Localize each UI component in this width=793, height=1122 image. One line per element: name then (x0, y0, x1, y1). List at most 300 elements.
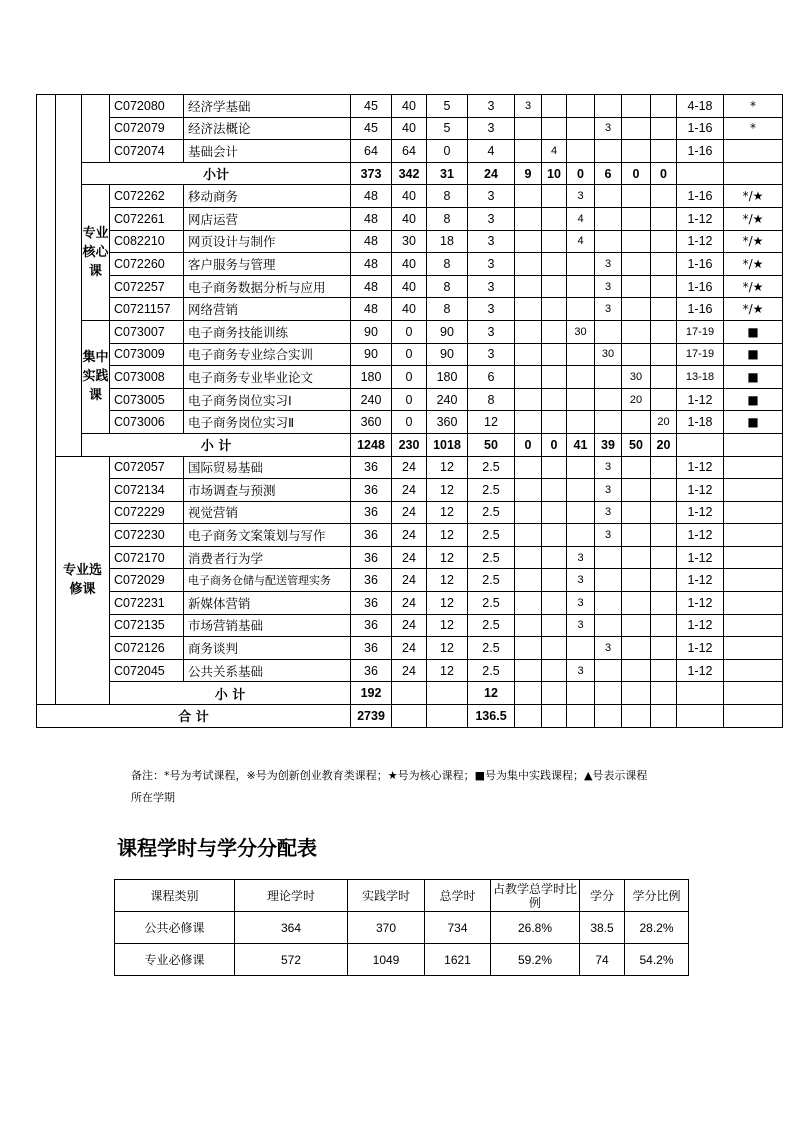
semester-hours: 3 (567, 185, 595, 208)
semester-hours (542, 185, 567, 208)
practice-hours: 8 (427, 275, 468, 298)
semester-hours (622, 659, 651, 682)
semester-hours (595, 366, 622, 389)
subtotal-theory (392, 705, 427, 728)
credits: 3 (468, 275, 515, 298)
semester-hours (542, 388, 567, 411)
subtotal-semester: 20 (651, 433, 677, 456)
course-mark (724, 569, 783, 592)
practice-hours: 12 (427, 592, 468, 615)
subtotal-semester: 10 (542, 162, 567, 185)
semester-hours: 3 (567, 592, 595, 615)
semester-hours (542, 659, 567, 682)
semester-hours (595, 569, 622, 592)
teaching-weeks: 1-18 (677, 411, 724, 434)
course-mark (724, 637, 783, 660)
semester-hours (542, 524, 567, 547)
subtotal-mark (724, 162, 783, 185)
subtotal-label: 小 计 (82, 433, 351, 456)
table-row (37, 298, 783, 321)
total-hours: 36 (351, 546, 392, 569)
course-mark: ■ (724, 388, 783, 411)
table-row (37, 207, 783, 230)
subtotal-semester (542, 682, 567, 705)
credits: 8 (468, 388, 515, 411)
course-name: 网络营销 (184, 298, 351, 321)
semester-hours (651, 637, 677, 660)
practice-hours: 5 (427, 95, 468, 118)
semester-hours: 3 (567, 546, 595, 569)
credits: 3 (468, 343, 515, 366)
semester-hours (542, 569, 567, 592)
course-code: C0721157 (110, 298, 184, 321)
practice-hours: 240 (427, 388, 468, 411)
subtotal-semester (651, 682, 677, 705)
header-theory-hours: 理论学时 (235, 880, 348, 912)
subtotal-semester: 0 (515, 433, 542, 456)
semester-hours: 3 (595, 298, 622, 321)
course-mark: ■ (724, 320, 783, 343)
semester-hours (595, 411, 622, 434)
semester-hours: 3 (595, 253, 622, 276)
alloc-credit-ratio: 54.2% (625, 944, 689, 976)
table-row (37, 659, 783, 682)
semester-hours (515, 185, 542, 208)
allocation-row (115, 912, 689, 944)
subtotal-theory: 230 (392, 433, 427, 456)
alloc-practice: 1049 (348, 944, 425, 976)
semester-hours (651, 569, 677, 592)
semester-hours (622, 614, 651, 637)
semester-hours (542, 298, 567, 321)
semester-hours (515, 320, 542, 343)
course-mark: */★ (724, 275, 783, 298)
semester-hours (515, 546, 542, 569)
course-name: 视觉营销 (184, 501, 351, 524)
semester-hours (622, 275, 651, 298)
semester-hours (567, 456, 595, 479)
semester-hours (567, 140, 595, 163)
credits: 3 (468, 185, 515, 208)
semester-hours (651, 343, 677, 366)
subtotal-weeks (677, 433, 724, 456)
semester-hours (567, 366, 595, 389)
theory-hours: 40 (392, 207, 427, 230)
course-mark: */★ (724, 298, 783, 321)
alloc-credits: 38.5 (580, 912, 625, 944)
major-category-cell (56, 95, 82, 457)
semester-hours (515, 479, 542, 502)
semester-hours (651, 185, 677, 208)
credits: 2.5 (468, 524, 515, 547)
semester-hours (515, 637, 542, 660)
course-code: C072231 (110, 592, 184, 615)
subtotal-semester (595, 705, 622, 728)
theory-hours: 24 (392, 456, 427, 479)
alloc-total: 1621 (425, 944, 491, 976)
semester-hours (542, 501, 567, 524)
semester-hours (622, 637, 651, 660)
course-mark (724, 659, 783, 682)
credits: 2.5 (468, 501, 515, 524)
course-code: C072170 (110, 546, 184, 569)
theory-hours: 24 (392, 614, 427, 637)
table-row (37, 320, 783, 343)
credits: 3 (468, 253, 515, 276)
semester-hours (567, 117, 595, 140)
semester-hours: 3 (567, 614, 595, 637)
semester-hours (567, 388, 595, 411)
category-core: 专业核心课 (82, 185, 110, 321)
credits: 3 (468, 117, 515, 140)
subtotal-theory (392, 682, 427, 705)
subtotal-hours: 1248 (351, 433, 392, 456)
total-hours: 36 (351, 524, 392, 547)
course-code: C072230 (110, 524, 184, 547)
total-hours: 180 (351, 366, 392, 389)
credits: 3 (468, 298, 515, 321)
table-row (37, 546, 783, 569)
semester-hours: 3 (595, 479, 622, 502)
semester-hours (651, 524, 677, 547)
total-hours: 48 (351, 275, 392, 298)
total-hours: 36 (351, 456, 392, 479)
subtotal-semester (622, 705, 651, 728)
course-code: C073005 (110, 388, 184, 411)
course-name: 消费者行为学 (184, 546, 351, 569)
subtotal-label: 小计 (82, 162, 351, 185)
subtotal-semester: 9 (515, 162, 542, 185)
subtotal-semester: 50 (622, 433, 651, 456)
header-credit-ratio: 学分比例 (625, 880, 689, 912)
teaching-weeks: 1-16 (677, 253, 724, 276)
alloc-total: 734 (425, 912, 491, 944)
teaching-weeks: 17-19 (677, 320, 724, 343)
total-hours: 90 (351, 343, 392, 366)
semester-hours: 30 (595, 343, 622, 366)
teaching-weeks: 1-16 (677, 275, 724, 298)
theory-hours: 24 (392, 592, 427, 615)
teaching-weeks: 13-18 (677, 366, 724, 389)
subtotal-semester: 0 (622, 162, 651, 185)
course-code: C072029 (110, 569, 184, 592)
total-hours: 36 (351, 614, 392, 637)
table-row (37, 388, 783, 411)
course-mark: */★ (724, 207, 783, 230)
credits: 2.5 (468, 456, 515, 479)
semester-hours (651, 207, 677, 230)
semester-hours: 3 (567, 569, 595, 592)
allocation-table (114, 879, 689, 976)
course-code: C072074 (110, 140, 184, 163)
theory-hours: 40 (392, 253, 427, 276)
course-name: 客户服务与管理 (184, 253, 351, 276)
semester-hours (515, 117, 542, 140)
semester-hours (622, 479, 651, 502)
semester-hours (567, 501, 595, 524)
semester-hours (515, 569, 542, 592)
theory-hours: 24 (392, 501, 427, 524)
alloc-category: 公共必修课 (115, 912, 235, 944)
course-code: C072126 (110, 637, 184, 660)
subtotal-hours: 192 (351, 682, 392, 705)
course-mark: ■ (724, 343, 783, 366)
theory-hours: 24 (392, 637, 427, 660)
semester-hours (542, 320, 567, 343)
subtotal-weeks (677, 682, 724, 705)
teaching-weeks: 17-19 (677, 343, 724, 366)
semester-hours (651, 501, 677, 524)
semester-hours (622, 320, 651, 343)
semester-hours (622, 524, 651, 547)
course-code: C072257 (110, 275, 184, 298)
subtotal-practice: 1018 (427, 433, 468, 456)
semester-hours (515, 253, 542, 276)
semester-hours (595, 207, 622, 230)
subtotal-credits: 12 (468, 682, 515, 705)
theory-hours: 40 (392, 185, 427, 208)
credits: 3 (468, 95, 515, 118)
alloc-theory: 364 (235, 912, 348, 944)
theory-hours: 40 (392, 95, 427, 118)
total-hours: 36 (351, 569, 392, 592)
semester-hours (651, 253, 677, 276)
subtotal-semester (567, 682, 595, 705)
header-practice-hours: 实践学时 (348, 880, 425, 912)
semester-hours (622, 140, 651, 163)
teaching-weeks: 1-12 (677, 456, 724, 479)
subtotal-semester (515, 682, 542, 705)
semester-hours (567, 524, 595, 547)
total-hours: 36 (351, 592, 392, 615)
semester-hours (651, 117, 677, 140)
subtotal-weeks (677, 705, 724, 728)
semester-hours (515, 366, 542, 389)
semester-hours (651, 275, 677, 298)
teaching-weeks: 1-12 (677, 614, 724, 637)
practice-hours: 8 (427, 185, 468, 208)
semester-hours (622, 501, 651, 524)
practice-hours: 90 (427, 343, 468, 366)
subtotal-credits: 136.5 (468, 705, 515, 728)
table-row (37, 592, 783, 615)
credits: 2.5 (468, 637, 515, 660)
semester-hours (567, 298, 595, 321)
semester-hours (542, 614, 567, 637)
semester-hours (567, 411, 595, 434)
allocation-header-row (115, 880, 689, 912)
theory-hours: 30 (392, 230, 427, 253)
subtotal-semester (542, 705, 567, 728)
semester-hours (622, 343, 651, 366)
course-mark (724, 614, 783, 637)
table-row (37, 95, 783, 118)
table-row (37, 637, 783, 660)
semester-hours (567, 637, 595, 660)
semester-hours (622, 230, 651, 253)
teaching-weeks: 4-18 (677, 95, 724, 118)
alloc-hours-ratio: 26.8% (491, 912, 580, 944)
course-name: 网页设计与制作 (184, 230, 351, 253)
semester-hours (651, 388, 677, 411)
table-row (37, 230, 783, 253)
semester-hours (651, 366, 677, 389)
semester-hours (515, 524, 542, 547)
total-hours: 36 (351, 637, 392, 660)
course-code: C072080 (110, 95, 184, 118)
alloc-hours-ratio: 59.2% (491, 944, 580, 976)
practice-hours: 12 (427, 569, 468, 592)
teaching-weeks: 1-12 (677, 388, 724, 411)
teaching-weeks: 1-16 (677, 140, 724, 163)
semester-hours (651, 659, 677, 682)
course-name: 电子商务岗位实习Ⅱ (184, 411, 351, 434)
alloc-practice: 370 (348, 912, 425, 944)
semester-hours (542, 637, 567, 660)
course-mark (724, 546, 783, 569)
table-row (37, 117, 783, 140)
semester-hours (515, 343, 542, 366)
credits: 6 (468, 366, 515, 389)
semester-hours: 3 (515, 95, 542, 118)
header-hours-ratio: 占教学总学时比例 (491, 880, 580, 912)
table-row (37, 366, 783, 389)
practice-hours: 12 (427, 614, 468, 637)
semester-hours (542, 230, 567, 253)
course-mark (724, 592, 783, 615)
table-note: 备注：*号为考试课程，※号为创新创业教育类课程；★号为核心课程；■号为集中实践课程；▲号表示课程所在学期 (131, 769, 648, 804)
semester-hours (515, 207, 542, 230)
credits: 4 (468, 140, 515, 163)
semester-hours: 3 (595, 524, 622, 547)
semester-hours (622, 592, 651, 615)
course-name: 经济学基础 (184, 95, 351, 118)
course-code: C072260 (110, 253, 184, 276)
course-mark: */★ (724, 253, 783, 276)
subtotal-row (37, 433, 783, 456)
alloc-theory: 572 (235, 944, 348, 976)
practice-hours: 12 (427, 546, 468, 569)
semester-hours (542, 479, 567, 502)
semester-hours (622, 411, 651, 434)
subtotal-label: 合 计 (37, 705, 351, 728)
semester-hours: 3 (567, 659, 595, 682)
course-code: C072262 (110, 185, 184, 208)
teaching-weeks: 1-12 (677, 479, 724, 502)
semester-hours: 3 (595, 456, 622, 479)
course-name: 电子商务专业综合实训 (184, 343, 351, 366)
semester-hours (651, 479, 677, 502)
semester-hours (567, 343, 595, 366)
semester-hours (595, 546, 622, 569)
semester-hours (595, 185, 622, 208)
semester-hours: 3 (595, 117, 622, 140)
semester-hours (515, 275, 542, 298)
course-name: 移动商务 (184, 185, 351, 208)
semester-hours (595, 230, 622, 253)
subtotal-semester (622, 682, 651, 705)
semester-hours (515, 411, 542, 434)
semester-hours (542, 411, 567, 434)
course-name: 电子商务专业毕业论文 (184, 366, 351, 389)
table-row (37, 253, 783, 276)
total-hours: 36 (351, 501, 392, 524)
total-hours: 48 (351, 253, 392, 276)
course-name: 经济法概论 (184, 117, 351, 140)
practice-hours: 12 (427, 524, 468, 547)
subcategory-cell (82, 95, 110, 163)
course-mark: */★ (724, 185, 783, 208)
total-hours: 240 (351, 388, 392, 411)
semester-hours (515, 140, 542, 163)
course-name: 电子商务技能训练 (184, 320, 351, 343)
theory-hours: 24 (392, 546, 427, 569)
subtotal-hours: 2739 (351, 705, 392, 728)
credits: 3 (468, 320, 515, 343)
course-code: C072134 (110, 479, 184, 502)
semester-hours (622, 298, 651, 321)
course-code: C072135 (110, 614, 184, 637)
alloc-credits: 74 (580, 944, 625, 976)
subtotal-semester: 6 (595, 162, 622, 185)
teaching-weeks: 1-12 (677, 501, 724, 524)
table-row (37, 140, 783, 163)
semester-hours (542, 343, 567, 366)
course-code: C072045 (110, 659, 184, 682)
course-mark (724, 140, 783, 163)
course-name: 商务谈判 (184, 637, 351, 660)
credits: 2.5 (468, 569, 515, 592)
semester-hours: 3 (595, 637, 622, 660)
course-mark (724, 479, 783, 502)
semester-hours (542, 207, 567, 230)
course-code: C072229 (110, 501, 184, 524)
subtotal-mark (724, 433, 783, 456)
course-name: 电子商务仓储与配送管理实务 (184, 569, 351, 592)
theory-hours: 0 (392, 320, 427, 343)
credits: 3 (468, 230, 515, 253)
table-row (37, 524, 783, 547)
semester-hours (622, 569, 651, 592)
course-name: 公共关系基础 (184, 659, 351, 682)
subtotal-semester (567, 705, 595, 728)
subtotal-semester: 0 (542, 433, 567, 456)
course-name: 电子商务岗位实习Ⅰ (184, 388, 351, 411)
semester-hours (542, 253, 567, 276)
semester-hours (595, 320, 622, 343)
table-row (37, 411, 783, 434)
header-credits: 学分 (580, 880, 625, 912)
course-name: 新媒体营销 (184, 592, 351, 615)
theory-hours: 24 (392, 659, 427, 682)
theory-hours: 0 (392, 388, 427, 411)
semester-hours (542, 366, 567, 389)
semester-hours (651, 230, 677, 253)
semester-hours (542, 456, 567, 479)
category-elective: 专业选修课 (56, 456, 110, 705)
total-hours: 45 (351, 95, 392, 118)
total-hours: 48 (351, 230, 392, 253)
subtotal-weeks (677, 162, 724, 185)
semester-hours (595, 614, 622, 637)
allocation-row (115, 944, 689, 976)
semester-hours (622, 95, 651, 118)
practice-hours: 12 (427, 637, 468, 660)
teaching-weeks: 1-12 (677, 659, 724, 682)
category-practice: 集中实践课 (82, 320, 110, 433)
course-mark: ■ (724, 366, 783, 389)
credits: 2.5 (468, 546, 515, 569)
